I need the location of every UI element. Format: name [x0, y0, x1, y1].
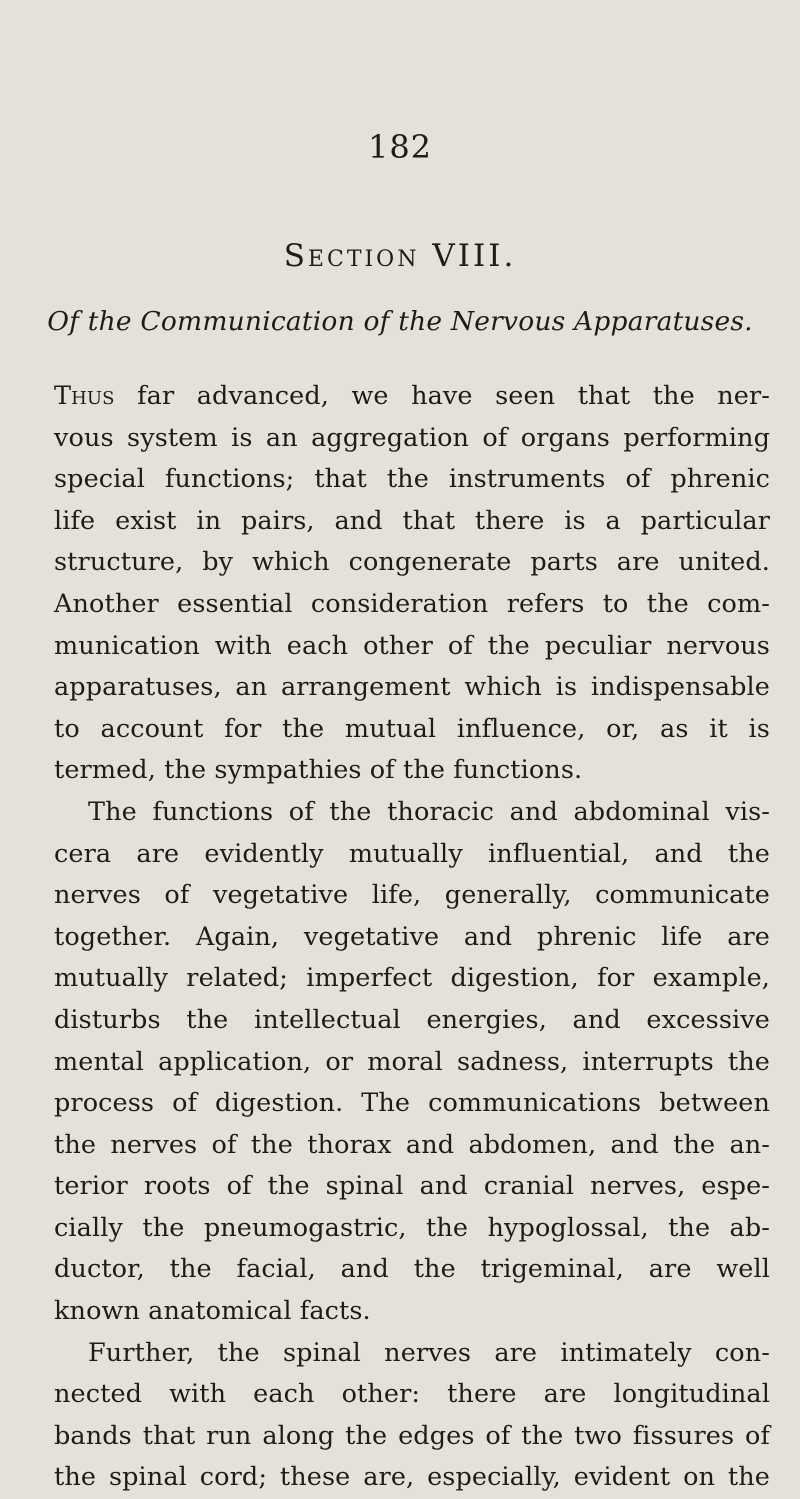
line-text: terior roots of the spinal and cranial nerves, espe- [54, 1171, 770, 1202]
text-line [54, 418, 770, 460]
line-text: the spinal cord; these are, especially, evident on the [54, 1462, 770, 1493]
text-line [54, 1042, 770, 1084]
line-text: far advanced, we have seen that the ner- [114, 381, 770, 411]
line-text: nected with each other: there are longitudinal [54, 1379, 770, 1410]
text-line [54, 667, 770, 709]
text-line [54, 501, 770, 543]
text-line [54, 1291, 770, 1333]
text-line [54, 1000, 770, 1042]
line-text: special functions; that the instruments of phrenic [54, 464, 770, 495]
line-text: disturbs the intellectual energies, and excessive [54, 1004, 770, 1035]
line-text: structure, by which congenerate parts are united. [54, 547, 770, 578]
text-line [54, 542, 770, 584]
line-text: cera are evidently mutually influential, and the [54, 838, 770, 869]
line-text: Further, the spinal nerves are intimately con- [88, 1337, 770, 1368]
line-text: bands that run along the edges of the two fissures of [54, 1420, 770, 1451]
text-line [54, 792, 770, 834]
line-text: munication with each other of the peculiar nervous [54, 630, 770, 661]
text-line [54, 584, 770, 626]
line-text: the nerves of the thorax and abdomen, and the an- [54, 1129, 770, 1160]
line-text: life exist in pairs, and that there is a particular [54, 505, 770, 536]
text-line [54, 750, 770, 792]
text-line [54, 958, 770, 1000]
line-text: cially the pneumogastric, the hypoglossal, the ab- [54, 1212, 770, 1243]
text-line [54, 1374, 770, 1416]
text-line [54, 1249, 770, 1291]
line-text: Another essential consideration refers to the com- [54, 588, 770, 619]
line-text: ductor, the facial, and the trigeminal, are well [54, 1254, 770, 1285]
line-text: known anatomical facts. [54, 1296, 371, 1327]
text-line [54, 1333, 770, 1375]
text-line [54, 1208, 770, 1250]
text-line [54, 626, 770, 668]
line-text: together. Again, vegetative and phrenic life are [54, 921, 770, 952]
line-text: nerves of vegetative life, generally, communicate [54, 880, 770, 911]
line-text: The functions of the thoracic and abdominal vis- [88, 796, 770, 827]
line-text: vous system is an aggregation of organs performing [54, 422, 770, 453]
lead-word: Thus [54, 381, 115, 411]
line-text: apparatuses, an arrangement which is indispensable [54, 672, 770, 703]
section-subtitle: Of the Communication of the Nervous Apparatuses. [47, 306, 753, 337]
page-number: 182 [367, 128, 433, 166]
line-text: mental application, or moral sadness, interrupts the [54, 1046, 770, 1077]
text-line [54, 376, 770, 418]
text-line [54, 1416, 770, 1458]
text-line [54, 1457, 770, 1499]
text-line [54, 459, 770, 501]
line-text: to account for the mutual influence, or, as it is [54, 713, 770, 744]
line-text: mutually related; imperfect digestion, for example, [54, 963, 770, 994]
line-text: process of digestion. The communications between [54, 1088, 770, 1119]
text-line [54, 834, 770, 876]
line-text: termed, the sympathies of the functions. [54, 755, 583, 786]
text-line [54, 875, 770, 917]
text-line [54, 917, 770, 959]
text-line [54, 1125, 770, 1167]
section-heading: Section VIII. [283, 238, 517, 274]
text-line [54, 709, 770, 751]
text-line [54, 1083, 770, 1125]
text-line [54, 1166, 770, 1208]
body-text [54, 376, 770, 1499]
